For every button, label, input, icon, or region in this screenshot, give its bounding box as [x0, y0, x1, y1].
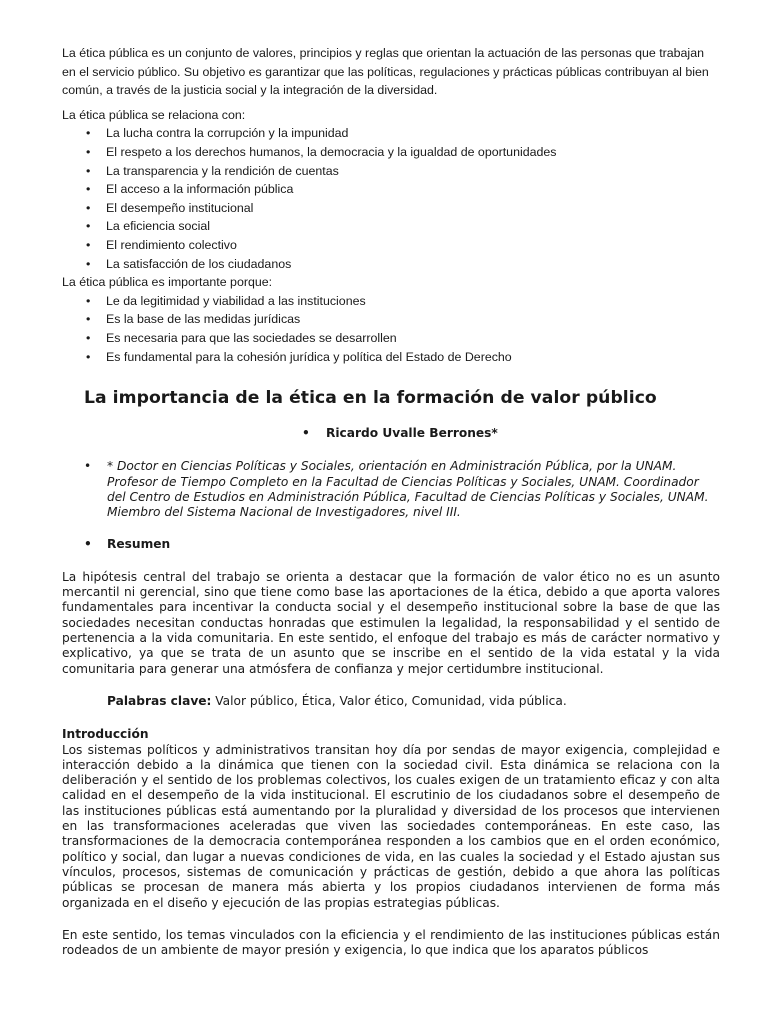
second-paragraph: En este sentido, los temas vinculados con la eficiencia y el rendimiento de las instituciones públicas están rodeados de un ambiente de mayor presión y exigencia, lo que indica que los aparatos públicos: [62, 927, 720, 958]
list-item: • El rendimiento colectivo: [106, 236, 720, 255]
important-label: La ética pública es importante porque:: [62, 275, 273, 290]
resumen-heading: [62, 537, 720, 552]
introduction-heading: Introducción: [62, 727, 149, 742]
ethics-overview-section: [62, 44, 720, 366]
list-item: • El respeto a los derechos humanos, la democracia y la igualdad de oportunidades: [106, 143, 720, 162]
abstract-paragraph: La hipótesis central del trabajo se orienta a destacar que la formación de valor ético no es un asunto mercantil ni gerencial, sino que tiene como base las aportaciones de la ética, debido a que aporta valores fundamentales para incentivar la conducta social y el desempeño institucional sobre la base de que las sociedades necesitan conductas honradas que estimulen la legalidad, la responsabilidad y el sentido de pertenencia a la vida comunitaria. En este sentido, el enfoque del trabajo es más de carácter normativo y explicativo, ya que se trata de un asunto que se inscribe en el sentido de la vida estatal y la vida comunitaria para generar una atmósfera de confianza y mejor certidumbre institucional.: [62, 569, 720, 676]
relates-list: [62, 124, 720, 273]
document-page: [62, 44, 720, 958]
author-note-text: * Doctor en Ciencias Políticas y Sociales, orientación en Administración Pública, por la UNAM. Profesor de Tiempo Completo en la Facultad de Ciencias Políticas y Sociales, UNAM. Coordinador del Centro de Estudios en Administración Pública, Facultad de Ciencias Políticas y Sociales, UNAM. Miembro del Sistema Nacional de Investigadores, nivel III.: [107, 459, 709, 520]
list-item: • Es fundamental para la cohesión jurídica y política del Estado de Derecho: [106, 348, 720, 367]
list-item: • La satisfacción de los ciudadanos: [106, 255, 720, 274]
list-item: • El acceso a la información pública: [106, 180, 720, 199]
list-item: • La eficiencia social: [106, 217, 720, 236]
introduction-paragraph: Los sistemas políticos y administrativos transitan hoy día por sendas de mayor exigencia, complejidad e interacción debido a la dinámica que tienen con la sociedad civil. Esta dinámica se relaciona con la deliberación y el sentido de los problemas colectivos, los cuales exigen de un tratamiento eficaz y con alta calidad en el desempeño de la vida institucional. El escrutinio de los ciudadanos sobre el desempeño de las instituciones públicas está aumentando por la pluralidad y diversidad de los procesos que intervienen en las transformaciones aceleradas que viven las sociedades contemporáneas. En este caso, las transformaciones de la democracia contemporánea responden a los cambios que en el orden económico, político y social, dan lugar a nuevas condiciones de vida, en las cuales la sociedad y el Estado ajustan sus vínculos, procesos, sistemas de comunicación y prácticas de gestión, debido a que ahora las políticas públicas se procesan de manera más abierta y los propios ciudadanos intervienen de forma más organizada en el diseño y ejecución de las propias estrategias públicas.: [62, 742, 720, 910]
list-item: • El desempeño institucional: [106, 199, 720, 218]
article-title: La importancia de la ética en la formación de valor público: [84, 388, 657, 409]
list-item: • La lucha contra la corrupción y la impunidad: [106, 124, 720, 143]
keywords-line: [62, 694, 720, 709]
author-note: [62, 459, 720, 520]
relates-label: La ética pública se relaciona con:: [62, 107, 246, 122]
keywords-text: Valor público, Ética, Valor ético, Comunidad, vida pública.: [211, 693, 567, 708]
keywords-label: Palabras clave:: [107, 693, 212, 708]
article-body: [62, 426, 720, 958]
list-item: • La transparencia y la rendición de cuentas: [106, 162, 720, 181]
resumen-heading-text: Resumen: [107, 536, 171, 551]
list-item: • Es la base de las medidas jurídicas: [106, 310, 720, 329]
list-item: • Le da legitimidad y viabilidad a las instituciones: [106, 292, 720, 311]
important-list: [62, 292, 720, 366]
list-item: • Es necesaria para que las sociedades se desarrollen: [106, 329, 720, 348]
author-name: • Ricardo Uvalle Berrones*: [62, 426, 720, 441]
ethics-definition-paragraph: La ética pública es un conjunto de valores, principios y reglas que orientan la actuación de las personas que trabajan en el servicio público. Su objetivo es garantizar que las políticas, regulaciones y prácticas públicas contribuyan al bien común, a través de la justicia social y la integración de la diversidad.: [62, 46, 709, 98]
